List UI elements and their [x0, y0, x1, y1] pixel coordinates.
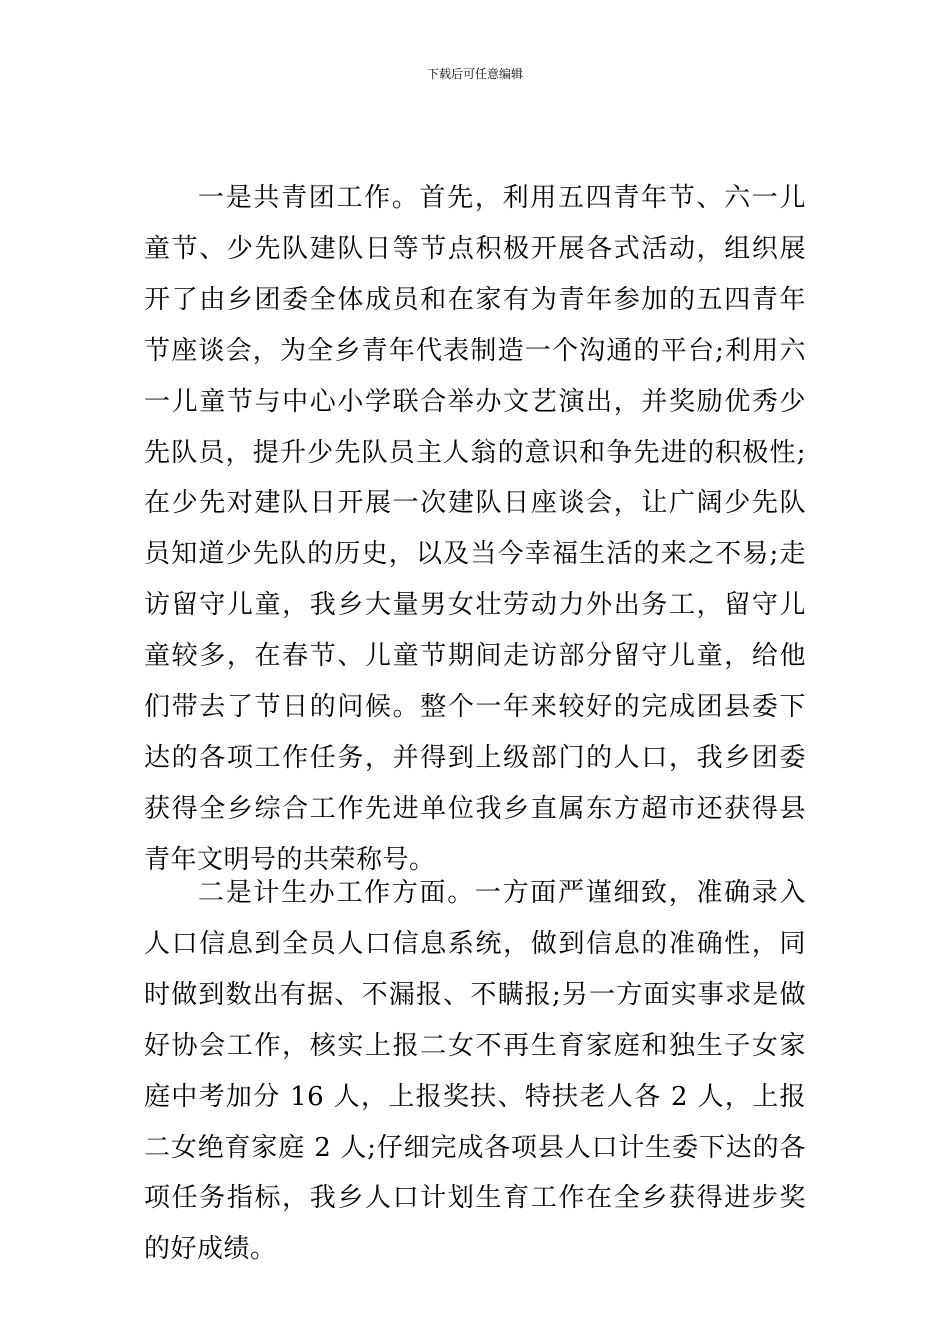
paragraph-family-planning-work: 二是计生办工作方面。一方面严谨细致，准确录入人口信息到全员人口信息系统，做到信息的准确性，同时做到数出有据、不漏报、不瞒报;另一方面实事求是做好协会工作，核实上报二女不再生育家庭和独生子女家庭中考加分 16 人，上报奖扶、特扶老人各 2 人，上报二女绝育家庭 2 人;仔细完成各项县人口计生委下达的各项任务指标，我乡人口计划生育工作在全乡获得进步奖的好成绩。: [144, 878, 806, 1265]
paragraph-youth-league-work: 一是共青团工作。首先，利用五四青年节、六一儿童节、少先队建队日等节点积极开展各式活动，组织展开了由乡团委全体成员和在家有为青年参加的五四青年节座谈会，为全乡青年代表制造一个沟通的平台;利用六一儿童节与中心小学联合举办文艺演出，并奖励优秀少先队员，提升少先队员主人翁的意识和争先进的积极性;在少先对建队日开展一次建队日座谈会，让广阔少先队员知道少先队的历史，以及当今幸福生活的来之不易;走访留守儿童，我乡大量男女壮劳动力外出务工，留守儿童较多，在春节、儿童节期间走访部分留守儿童，给他们带去了节日的问候。整个一年来较好的完成团县委下达的各项工作任务，并得到上级部门的人口，我乡团委获得全乡综合工作先进单位我乡直属东方超市还获得县青年文明号的共荣称号。: [144, 183, 806, 875]
header-note: 下载后可任意编辑: [426, 67, 523, 81]
